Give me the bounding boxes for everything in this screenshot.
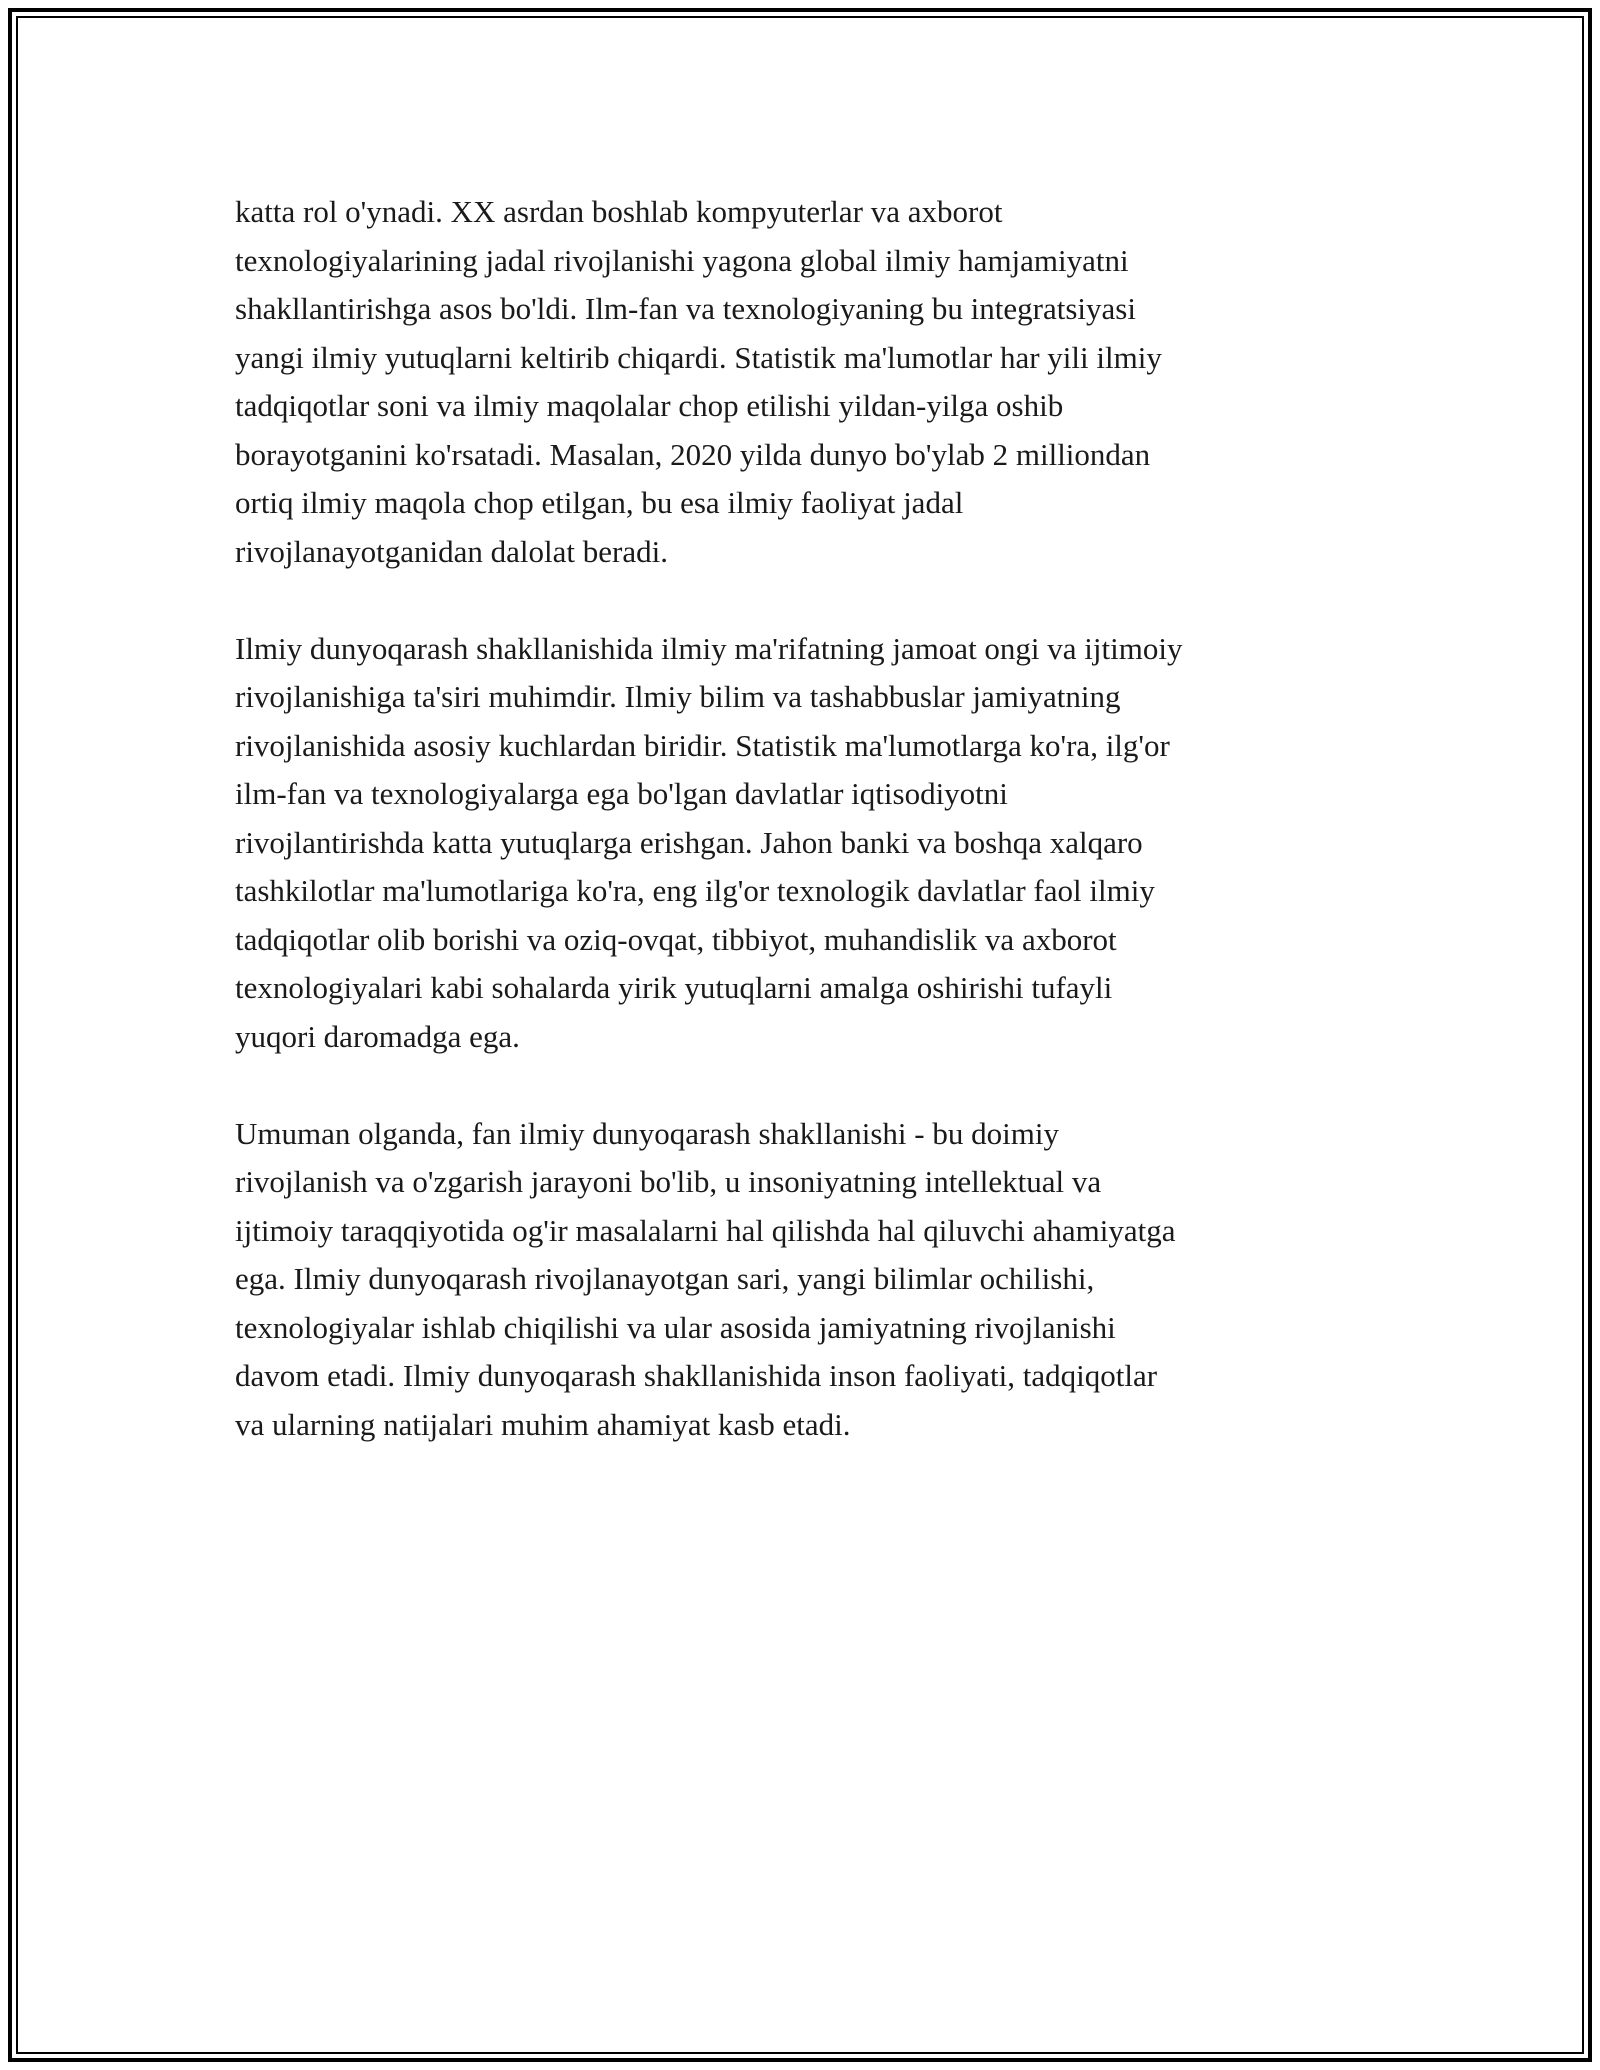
text-line: rivojlanishiga ta'siri muhimdir. Ilmiy bilim va tashabbuslar jamiyatning <box>235 679 1121 714</box>
paragraph-2 <box>235 625 1375 1062</box>
text-line: ijtimoiy taraqqiyotida og'ir masalalarni hal qilishda hal qiluvchi ahamiyatga <box>235 1212 1176 1248</box>
paragraph-1 <box>235 188 1375 576</box>
text-line: texnologiyalari kabi sohalarda yirik yutuqlarni amalga oshirishi tufayli <box>235 970 1113 1005</box>
text-line: ortiq ilmiy maqola chop etilgan, bu esa ilmiy faoliyat jadal <box>235 485 964 520</box>
text-line: rivojlanish va o'zgarish jarayoni bo'lib, u insoniyatning intellektual va <box>235 1164 1102 1199</box>
text-line: rivojlanishida asosiy kuchlardan biridir. Statistik ma'lumotlarga ko'ra, ilg'or <box>235 727 1170 763</box>
text-line: borayotganini ko'rsatadi. Masalan, 2020 yilda dunyo bo'ylab 2 milliondan <box>235 436 1151 472</box>
text-line: shakllantirishga asos bo'ldi. Ilm-fan va texnologiyaning bu integratsiyasi <box>235 291 1136 326</box>
text-line: katta rol o'ynadi. XX asrdan boshlab kompyuterlar va axborot <box>235 194 1003 229</box>
text-line: yangi ilmiy yutuqlarni keltirib chiqardi. Statistik ma'lumotlar har yili ilmiy <box>235 339 1162 375</box>
text-line: yuqori daromadga ega. <box>235 1018 520 1054</box>
text-line: Ilmiy dunyoqarash shakllanishida ilmiy ma'rifatning jamoat ongi va ijtimoiy <box>235 630 1183 666</box>
text-line: texnologiyalarining jadal rivojlanishi yagona global ilmiy hamjamiyatni <box>235 242 1129 278</box>
text-line: tadqiqotlar olib borishi va oziq-ovqat, tibbiyot, muhandislik va axborot <box>235 921 1117 957</box>
text-line: Umuman olganda, fan ilmiy dunyoqarash shakllanishi - bu doimiy <box>235 1115 1059 1151</box>
text-line: va ularning natijalari muhim ahamiyat kasb etadi. <box>235 1406 851 1442</box>
text-line: tashkilotlar ma'lumotlariga ko'ra, eng ilg'or texnologik davlatlar faol ilmiy <box>235 873 1155 908</box>
paragraph-3 <box>235 1110 1375 1450</box>
text-line: rivojlantirishda katta yutuqlarga erishgan. Jahon banki va boshqa xalqaro <box>235 824 1143 860</box>
text-line: ilm-fan va texnologiyalarga ega bo'lgan davlatlar iqtisodiyotni <box>235 776 1008 811</box>
text-line: tadqiqotlar soni va ilmiy maqolalar chop etilishi yildan-yilga oshib <box>235 388 1064 423</box>
text-line: texnologiyalar ishlab chiqilishi va ular asosida jamiyatning rivojlanishi <box>235 1309 1116 1345</box>
text-line: davom etadi. Ilmiy dunyoqarash shakllanishida inson faoliyati, tadqiqotlar <box>235 1358 1158 1393</box>
text-line: ega. Ilmiy dunyoqarash rivojlanayotgan sari, yangi bilimlar ochilishi, <box>235 1261 1095 1296</box>
text-line: rivojlanayotganidan dalolat beradi. <box>235 533 668 569</box>
document-body <box>235 188 1375 1498</box>
